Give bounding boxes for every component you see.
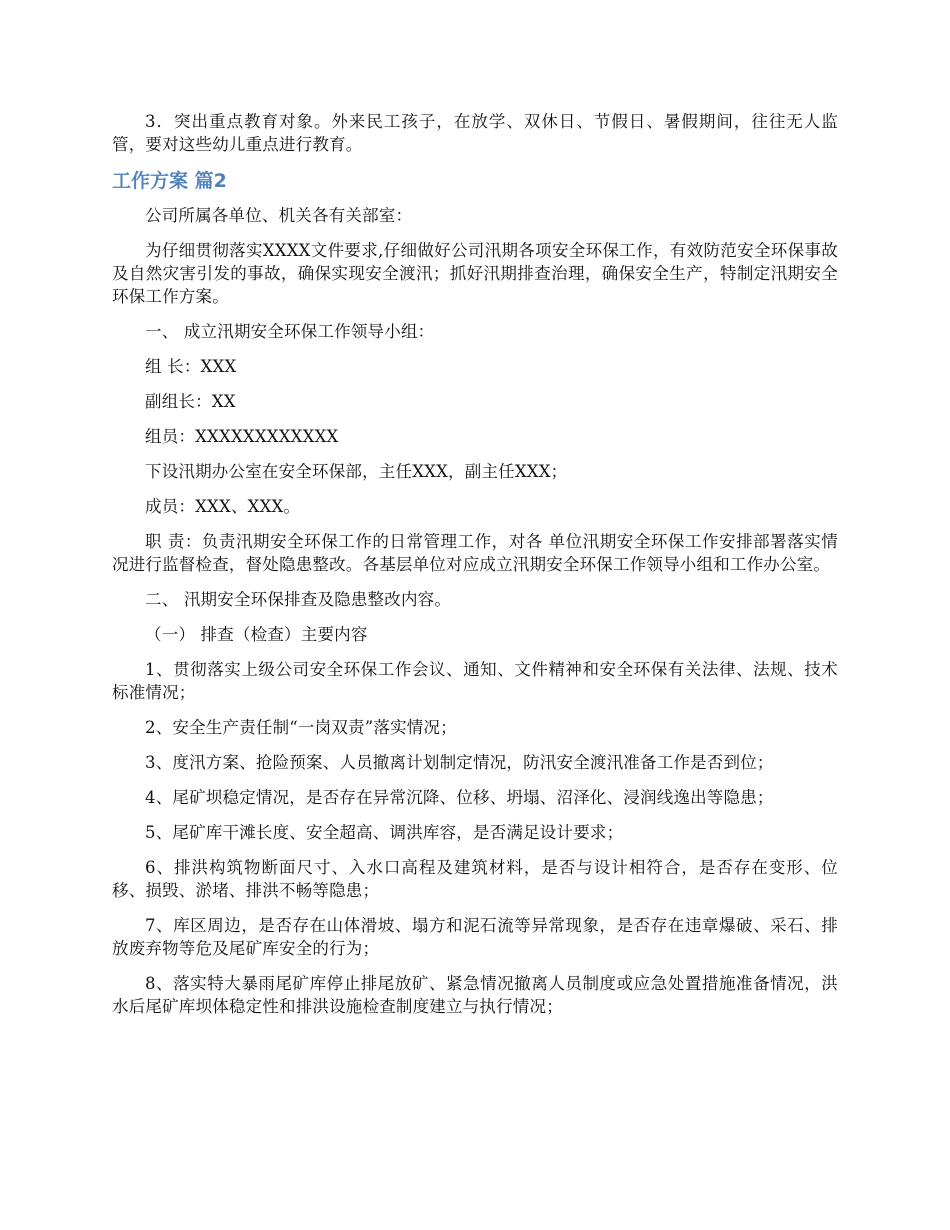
paragraph-members: 组员：XXXXXXXXXXXX	[145, 427, 339, 446]
list-item-1: 1、贯彻落实上级公司安全环保工作会议、通知、文件精神和安全环保有关法律、法规、技术标准情况；	[112, 660, 838, 702]
list-item-8: 8、落实特大暴雨尾矿库停止排尾放矿、紧急情况撤离人员制度或应急处置措施准备情况，洪水后尾矿库坝体稳定性和排洪设施检查制度建立与执行情况；	[112, 974, 838, 1016]
paragraph-duties: 职 责：负责汛期安全环保工作的日常管理工作，对各 单位汛期安全环保工作安排部署落实情况进行监督检查，督处隐患整改。各基层单位对应成立汛期安全环保工作领导小组和工作办公室。	[112, 532, 838, 574]
list-item-2: 2、安全生产责任制“一岗双责”落实情况；	[145, 718, 457, 737]
list-item-7: 7、库区周边，是否存在山体滑坡、塌方和泥石流等异常现象，是否存在违章爆破、采石、排放废弃物等危及尾矿库安全的行为；	[112, 916, 838, 958]
list-item-6: 6、排洪构筑物断面尺寸、入水口高程及建筑材料，是否与设计相符合，是否存在变形、位移、损毁、淤堵、排洪不畅等隐患；	[112, 858, 838, 900]
paragraph-salutation: 公司所属各单位、机关各有关部室：	[145, 206, 413, 225]
paragraph-deputy-leader: 副组长：XX	[145, 392, 236, 411]
list-item-5: 5、尾矿库干滩长度、安全超高、调洪库容，是否满足设计要求；	[145, 823, 624, 842]
intro-paragraph: 3．突出重点教育对象。外来民工孩子，在放学、双休日、节假日、暑假期间，往往无人监管，要对这些幼儿重点进行教育。	[112, 112, 838, 154]
paragraph-office-members: 成员：XXX、XXX。	[145, 497, 301, 516]
paragraph-purpose: 为仔细贯彻落实XXXX文件要求,仔细做好公司汛期各项安全环保工作，有效防范安全环保事故及自然灾害引发的事故，确保实现安全渡汛；抓好汛期排查治理，确保安全生产，特制定汛期安全环保工作方案。	[112, 241, 838, 306]
paragraph-subsection-one: （一） 排查（检查）主要内容	[145, 625, 368, 644]
list-item-4: 4、尾矿坝稳定情况，是否存在异常沉降、位移、坍塌、沼泽化、浸润线逸出等隐患；	[145, 788, 774, 807]
paragraph-section-one: 一、 成立汛期安全环保工作领导小组：	[145, 322, 435, 341]
paragraph-leader: 组 长：XXX	[145, 357, 237, 376]
list-item-3: 3、度汛方案、抢险预案、人员撤离计划制定情况，防汛安全渡汛准备工作是否到位；	[145, 753, 774, 772]
paragraph-office: 下设汛期办公室在安全环保部，主任XXX，副主任XXX；	[145, 462, 568, 481]
paragraph-section-two: 二、 汛期安全环保排查及隐患整改内容。	[145, 590, 452, 609]
section-heading: 工作方案 篇2	[112, 170, 227, 192]
